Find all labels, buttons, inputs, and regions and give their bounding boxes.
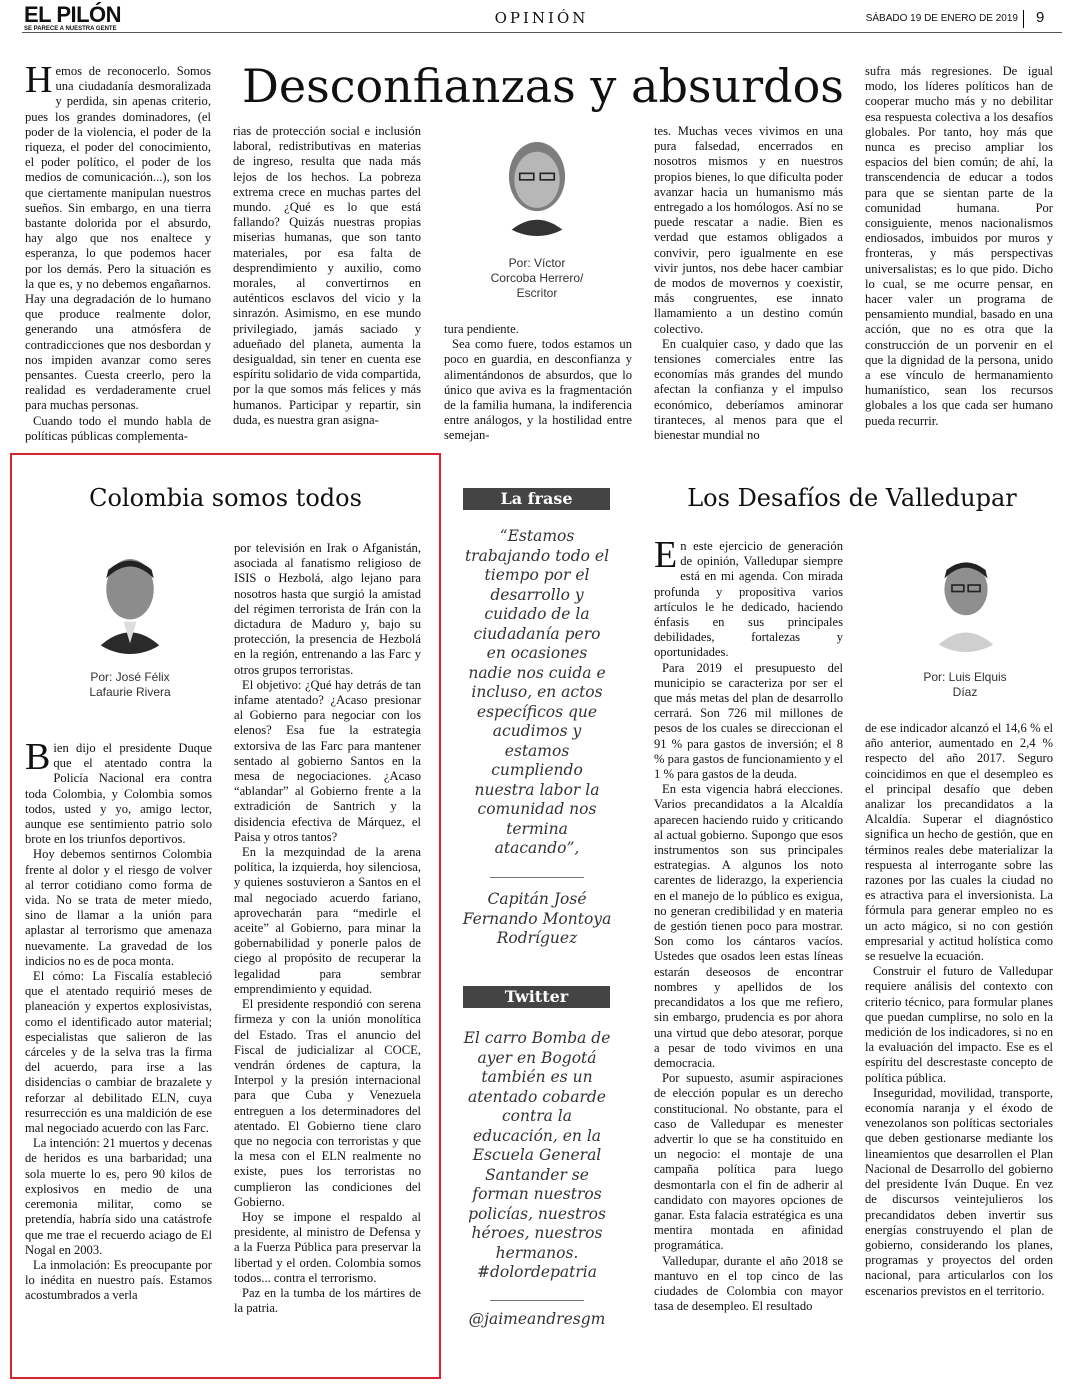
- author-photo-luis-elquis-diaz: [912, 544, 1020, 652]
- portrait-icon: [912, 544, 1020, 652]
- article2-paragraph: Hoy se impone el respaldo al presidente, al ministro de Defensa y a la Fuerza Pública para preservar la libertad y el orden. Colombia somos todos... contra el terrorismo.: [234, 1209, 421, 1285]
- article2-paragraph: En la mezquindad de la arena política, la izquierda, hoy silenciosa, y quienes sostuvieron a Santos en el mal negociado acuerdo fariano, aprovecharán para “medirle el aceite” al Gobierno, para minar la gobernabilidad y ponerle palos de ciego al propósito de recuperar la legalidad para sembrar emprendimiento y equidad.: [234, 845, 421, 996]
- article3-headline: Los Desafíos de Valledupar: [687, 484, 1017, 512]
- article1-paragraph: Sea como fuere, todos estamos un poco en guardia, en desconfianza y alimentándonos de absurdos, que lo único que aviva es la fragmentación de la familia humana, la indiferencia entre análogos, y la hostilidad entre semejan-: [444, 337, 632, 443]
- tweet-text: El carro Bomba de ayer en Bogotá también es un atentado cobarde contra la educación, en la Escuela General Santander se forman nuestros policías, nuestros héroes, nuestros hermanos. #dolordepatria: [463, 1029, 611, 1281]
- portrait-icon: [76, 546, 184, 654]
- article2-paragraph: por televisión en Irak o Afganistán, asociada al fanatismo religioso de ISIS o Hezbolá, algo lejano para nosotros hasta que surgió la amistad del régimen terrorista de Irán con la dictadura de Maduro y, bajo su protección, la presencia de Hezbolá en la región, entrenando a las Farc y otros grupos terroristas.: [234, 541, 421, 677]
- la-frase-title: La frase: [500, 489, 573, 508]
- article2-paragraph: El objetivo: ¿Qué hay detrás de tan infame atentado? ¿Acaso presionar al Gobierno para negociar con los elenos? Esa fue la estrategia extorsiva de las Farc para mantener sentado al gobierno Santos en la mesa de negociaciones. ¿Acaso “ablandar” al Gobierno frente a la extradición de Santrich y la disidencia efectiva de Márquez, el Paisa y otros tantos?: [234, 677, 421, 844]
- article2-paragraph: El cómo: La Fiscalía estableció que el atentado requirió meses de planeación y expertos explosivistas, como el identificado autor material; especialistas que salieron de las cárceles y de la selva tras la firma del acuerdo, para irse a las disidencias o cambiar de brazalete y reforzar al debilitado ELN, cuya resurrección es una maldición de ese mal negociado acuerdo con las Farc.: [25, 969, 212, 1136]
- logo-tagline: SE PARECE A NUESTRA GENTE: [24, 26, 117, 32]
- article2-byline: [55, 670, 205, 700]
- section-title: OPINIÓN: [494, 9, 589, 27]
- logo-text: EL PILÓN: [24, 2, 122, 27]
- article1-paragraph: sufra más regresiones. De igual modo, los líderes políticos han de cooperar mucho más y no debilitar esa respuesta colectiva a los desafíos globales. Por tanto, hoy más que nunca es preciso ampliar los espacios del bien común; de ahí, la transcendencia de educar a todos para que se sientan parte de la comunidad humana. Por consiguiente, menos nacionalismos endiosados, imbuidos por muros y fronteras, y más perspectivas universalistas; es lo que pido. Dicho lo cual, se me ocurre pensar, en hacer valer un programa de pensamiento mundial, basado en una acción, que no es otra que la construcción de un porvenir en el que la dignidad de la persona, unido a ese vínculo de hermanamiento humanístico, sean los recursos globales a los que cada ser humano pueda recurrir.: [865, 64, 1053, 428]
- article3-paragraph: En este ejercicio de generación de opinión, Valledupar siempre está en mi agenda. Con mirada profunda y propositiva varios artículos le he dedicado, haciendo énfasis en sus principales debilidades, fortalezas y oportunidades.: [654, 539, 843, 660]
- article1-paragraph: tura pendiente.: [444, 322, 519, 336]
- byline-line: Por: José Félix: [90, 670, 170, 684]
- portrait-icon: [483, 128, 591, 236]
- article3-paragraph: Construir el futuro de Valledupar requiere análisis del contexto con criterio técnico, para formular planes que puedan cumplirse, no solo en la medición de los indicadores, si no en la evaluación del impacto. Ese es el espíritu del descrestaste concepto de política pública.: [865, 964, 1053, 1085]
- article1-col4: [654, 124, 843, 448]
- article1-col3: [444, 322, 632, 448]
- article3-paragraph: Por supuesto, asumir aspiraciones de elección popular es un derecho constitucional. No obstante, para el caso de Valledupar es menester advertir lo que se ha constituido en un negocio: el montaje de una campaña política para luego desmontarla con el fin de adherir al candidato con mayores opciones de ganar. Esta falacia estratégica es una mentira montada en afinidad programática.: [654, 1071, 843, 1253]
- la-frase-header: [463, 488, 610, 510]
- la-frase-author: Capitán José Fernando Montoya Rodríguez: [462, 890, 612, 947]
- quote-divider: [490, 877, 584, 878]
- article3-col1: [654, 539, 843, 1361]
- byline-line: Escritor: [516, 286, 558, 300]
- la-frase-quote: “Estamos trabajando todo el tiempo por el desarrollo y cuidado de la ciudadanía pero en ocasiones nadie nos cuida e incluso, en actos específicos que acudimos y estamos cumpliendo nuestra labor la comunidad nos termina atacando”,: [464, 527, 610, 857]
- article2-paragraph: La intención: 21 muertos y decenas de heridos es una barbaridad; una sola muerte lo es, pero 90 kilos de explosivos en medio de una ceremonia militar, como se pretendía, habría sido una catástrofe que me trae el recuerdo aciago de El Nogal en 2003.: [25, 1136, 212, 1257]
- article2-paragraph: Bien dijo el presidente Duque que el atentado contra la Policía Nacional era contra toda Colombia, y Colombia somos todos, usted y yo, amigo lector, aunque ese sentimiento patrio solo brote en los triunfos deportivos.: [25, 741, 212, 847]
- twitter-header: [463, 986, 610, 1008]
- article2-paragraph: El presidente respondió con serena firmeza y con la unión monolítica del Estado. Tras el anuncio del Fiscal de judicializar al COCE, vendrán órdenes de captura, la Interpol y la presión internacional para que Cuba y Venezuela entreguen a los determinadores del atentado. El Gobierno tiene claro que no negocia con terroristas y que la mesa con el ELN realmente no existe, pues los terroristas no cumplieron las condiciones del Gobierno.: [234, 997, 421, 1209]
- article2-paragraph: La inmolación: Es preocupante por lo inédita en nuestro país. Estamos acostumbrados a verla: [25, 1257, 212, 1303]
- twitter-handle[interactable]: @jaimeandresgm: [468, 1310, 606, 1328]
- article2-paragraph: Hoy debemos sentirnos Colombia frente al dolor y el riesgo de volver al terror cotidiano como forma de vida. No se trata de meter miedo, sino de llamar a la unión para aplastar al terrorismo que amenaza nuevamente. La gravedad de los indicios no es de poca monta.: [25, 847, 212, 968]
- byline-line: Corcoba Herrero/: [490, 271, 584, 285]
- masthead: [0, 0, 1083, 40]
- article2-col2: [234, 541, 421, 1361]
- article1-paragraph: rias de protección social e inclusión laboral, redistributivas en materias de ingreso, resulta que nada más lejos de los hechos. La pobreza extrema crece en muchas partes del mundo. ¿Qué es lo que está fallando? Quizás nuestras propias miserias humanas, que son tanto materiales, por esa falta de desprendimiento y auxilio, como morales, al convertirnos en auténticos esclavos del vicio y la sinrazón. Asimismo, en ese mundo privilegiado, jamás saciado y adueñado del planeta, aumenta la desigualdad, sin tener en cuenta ese espíritu solidario de vida compartida, por la que somos más felices y más humanos. Participar y repartir, sin duda, es nuestra gran asigna-: [233, 124, 421, 427]
- article3-byline: [890, 670, 1040, 700]
- tweet-divider: [490, 1300, 584, 1301]
- article1-paragraph: En cualquier caso, y dado que las tensiones comerciales entre las economías más grandes del mundo afectan la confianza y el impulso económico, deberíamos aminorar tiranteces, al menos para que el bienestar mundial no: [654, 336, 843, 443]
- article3-paragraph: Valledupar, durante el año 2018 se mantuvo en el top cinco de las ciudades de Colombia con mayor tasa de desempleo. El resultado: [654, 1253, 843, 1314]
- date-divider: [1023, 10, 1024, 28]
- article2-headline: Colombia somos todos: [89, 484, 362, 512]
- article1-headline: Desconfianzas y absurdos: [242, 59, 844, 113]
- byline-line: Lafaurie Rivera: [89, 685, 171, 699]
- article1-col5: [865, 64, 1053, 448]
- masthead-rule: [22, 32, 1062, 33]
- twitter-title: Twitter: [504, 987, 569, 1006]
- byline-line: Por: Víctor: [508, 256, 566, 270]
- article2-col1: [25, 741, 212, 1361]
- article1-paragraph: Cuando todo el mundo habla de políticas públicas complementa-: [25, 413, 211, 443]
- article1-paragraph: Hemos de reconocerlo. Somos una ciudadanía desmoralizada y perdida, sin apenas criterio, pues los grandes dominadores, (el poder de la violencia, el poder de la riqueza, el poder del conocimiento, el poder político, el poder de los medios de comunicación...), son los que ciertamente manipulan nuestros sueños. Sin embargo, en una tierra bastante dolorida por el absurdo, hay algo que nos enaltece y esperanza, lo que podemos hacer por los demás. Pero la situación es la que es, y no debemos engañarnos. Hay una degradación de lo humano que produce realmente dolor, generando una atmósfera de contradicciones que nos desbordan y nos impiden avanzar como seres pensantes. Cuesta creerlo, pero la realidad es verdaderamente cruel para muchas personas.: [25, 64, 211, 413]
- byline-line: Díaz: [952, 685, 978, 699]
- author-photo-victor-corcoba: [483, 128, 591, 236]
- article1-byline: [470, 256, 604, 301]
- author-photo-jose-felix-lafaurie: [76, 546, 184, 654]
- issue-date: SÁBADO 19 DE ENERO DE 2019: [865, 13, 1018, 24]
- article3-paragraph: Inseguridad, movilidad, transporte, economía naranja y el éxodo de venezolanos son políticas sectoriales que deben gestionarse mediante los lineamientos que desarrollen el Plan Nacional de Desarrollo del gobierno del presidente Iván Duque. En vez de discursos veintejulieros los precandidatos deben invertir sus energías construyendo el plan de gobierno, considerando los planes, programas y proyectos del orden nacional, para articularlos con los escenarios previstos en el territorio.: [865, 1085, 1053, 1298]
- article2-paragraph: Paz en la tumba de los mártires de la patria.: [234, 1285, 421, 1316]
- article1-col1: [25, 64, 211, 448]
- article3-paragraph: de ese indicador alcanzó el 14,6 % el año anterior, aumentado en 2,4 % respecto del año 2017. Seguro coincidimos en que el desempleo es el principal desafío que deben analizar los precandidatos a la Alcaldía. Superar el diagnóstico significa un hecho de gestión, que en términos reales debe materializar la respuesta al interrogante sobre las razones por las cuales la ciudad no es atractiva para el inversionista. La fórmula para generar empleo no es un acto mágico, si no con gestión empresarial y actitud holística como se resuelve la ecuación.: [865, 721, 1053, 964]
- article3-col2: [865, 721, 1053, 1361]
- article3-paragraph: Para 2019 el presupuesto del municipio se caracteriza por ser el que más metas del plan de desarrollo cerrará. Son 726 mil millones de pesos de los cuales se direccionan el 91 % para gastos de inversión; el 8 % para gastos de funcionamiento y el 1 % para gastos de la deuda.: [654, 660, 843, 782]
- article1-paragraph: tes. Muchas veces vivimos en una pura falsedad, encerrados en nosotros mismos y en nuestros propios bienes, lo que dificulta poder avanzar hacia un humanismo más entregado a los homólogos. Así no se puede rescatar a nadie. Bien es verdad que estamos obligados a convivir, pero igualmente en ese vivir juntos, nos debe hacer cambiar de modos de movernos y coexistir, más congruentes, ese innato llamamiento a un destino común colectivo.: [654, 124, 843, 336]
- page-number: 9: [1036, 9, 1045, 26]
- article1-col2: [233, 124, 421, 448]
- byline-line: Por: Luis Elquis: [923, 670, 1007, 684]
- article3-paragraph: En esta vigencia habrá elecciones. Varios precandidatos a la Alcaldía aparecen haciendo ruido y criticando al actual gobierno. Supongo que esos instrumentos son sus principales estrategias. A algunos los noto carentes de liderazgo, la experiencia en el manejo de lo público es exigua, no generan credibilidad y en materia de gestión tienen poco para mostrar. Son como los cántaros vacíos. Ustedes que osados leen estas líneas estarán deseosos de encontrar nombres y apellidos de los precandidatos a los que me refiero, sin embargo, prudencia es por ahora una virtud que debo atesorar, porque a pesar de todo vivimos en una democracia.: [654, 782, 843, 1070]
